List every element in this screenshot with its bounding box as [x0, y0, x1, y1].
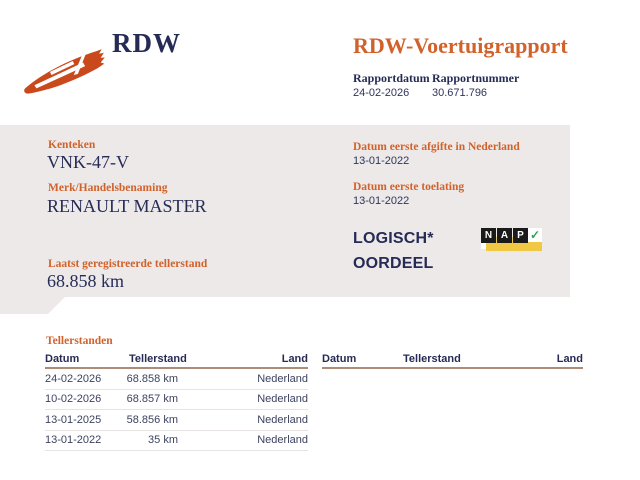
cell-land: Nederland [257, 413, 308, 426]
tellerstanden-section-title: Tellerstanden [46, 335, 113, 347]
merk-label: Merk/Handelsbenaming [48, 182, 168, 194]
oordeel-line2: OORDEEL [353, 255, 434, 272]
report-title: RDW-Voertuigrapport [353, 33, 568, 58]
cell-datum: 24-02-2026 [45, 372, 102, 385]
tellerstanden-table-right [322, 352, 583, 369]
cell-tellerstand: 68.857 km [126, 393, 178, 406]
nap-letter-n: N [481, 228, 496, 243]
column-header-tellerstand: Tellerstand [403, 353, 461, 365]
column-header-land: Land [556, 353, 583, 365]
kenteken-label: Kenteken [48, 139, 96, 151]
cell-tellerstand: 68.858 km [126, 372, 178, 385]
nap-check-icon: ✓ [529, 228, 541, 242]
report-date-value: 24-02-2026 [353, 87, 410, 99]
rdw-wing-logo-icon [22, 40, 110, 98]
table-header-row [45, 352, 308, 369]
laatste-tellerstand-label: Laatst geregistreerde tellerstand [48, 258, 208, 270]
column-header-datum: Datum [322, 353, 357, 365]
cell-land: Nederland [257, 434, 308, 447]
tellerstanden-table-left [45, 352, 308, 451]
nap-letter-a: A [497, 228, 512, 243]
column-header-tellerstand: Tellerstand [129, 353, 187, 365]
cell-land: Nederland [257, 372, 308, 385]
eerste-toelating-label: Datum eerste toelating [353, 181, 465, 193]
cell-datum: 13-01-2022 [45, 434, 102, 447]
column-header-land: Land [281, 353, 308, 365]
table-row [45, 390, 308, 411]
eerste-afgifte-label: Datum eerste afgifte in Nederland [353, 141, 520, 153]
oordeel-line1: LOGISCH* [353, 230, 434, 247]
nap-white-notch [481, 243, 486, 249]
nap-letter-p: P [513, 228, 528, 243]
cell-tellerstand: 58.856 km [126, 413, 178, 426]
table-row [45, 369, 308, 390]
cell-datum: 13-01-2025 [45, 413, 102, 426]
merk-value: RENAULT MASTER [47, 196, 207, 216]
table-header-row [322, 352, 583, 369]
rdw-wordmark: RDW [112, 28, 181, 58]
eerste-toelating-value: 13-01-2022 [353, 195, 410, 207]
cell-tellerstand: 35 km [148, 434, 178, 447]
eerste-afgifte-value: 13-01-2022 [353, 155, 410, 167]
nap-logo-icon [481, 228, 542, 254]
oordeel-text [353, 226, 434, 276]
laatste-tellerstand-value: 68.858 km [47, 271, 125, 291]
table-row [45, 431, 308, 452]
report-date-label: Rapportdatum [353, 71, 430, 85]
report-number-label: Rapportnummer [432, 71, 520, 85]
table-row [45, 410, 308, 431]
column-header-datum: Datum [45, 353, 80, 365]
cell-datum: 10-02-2026 [45, 393, 102, 406]
report-number-value: 30.671.796 [432, 87, 488, 99]
cell-land: Nederland [257, 393, 308, 406]
kenteken-value: VNK-47-V [47, 152, 129, 172]
